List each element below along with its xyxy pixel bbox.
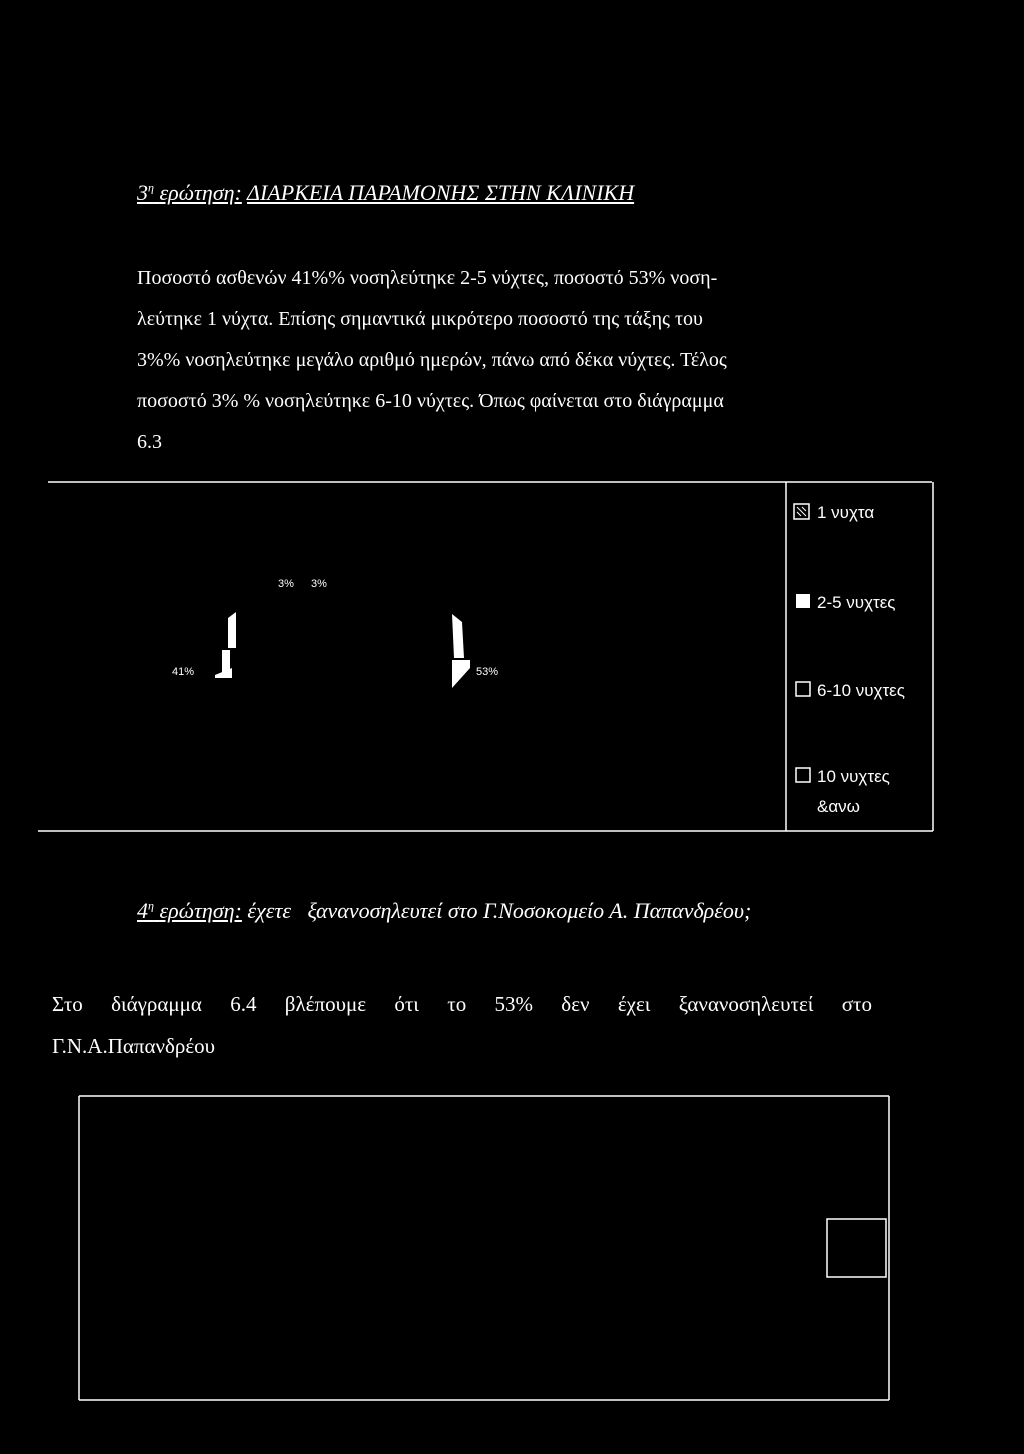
pie-slices [215, 547, 470, 783]
section3-title: ΔΙΑΡΚΕΙΑ ΠΑΡΑΜΟΝΗΣ ΣΤΗΝ ΚΛΙΝΙΚΗ [247, 180, 635, 205]
legend-swatch-empty [796, 682, 810, 696]
pie-edge-fragment-right-low [452, 660, 470, 688]
section4-heading [137, 898, 751, 924]
legend-entry-3 [796, 681, 905, 700]
paragraph-line: 6.3 [137, 431, 162, 453]
legend-label: 1 νυχτα [817, 503, 875, 522]
legend-label: 6-10 νυχτες [817, 681, 905, 700]
pie-edge-fragment-right-top [452, 614, 464, 658]
chart-6-4-frame [0, 1080, 1024, 1420]
legend [794, 503, 905, 816]
section4-paragraph [52, 983, 872, 1067]
data-label-53pct: 53% [476, 666, 499, 678]
chart2-legend-box [827, 1219, 886, 1277]
data-label-3pct-a: 3% [278, 578, 294, 590]
legend-label: 2-5 νυχτες [817, 593, 896, 612]
paragraph-line: 3%% νοσηλεύτηκε μεγάλο αριθμό ημερών, πάνω από δέκα νύχτες. Τέλος [137, 349, 727, 371]
legend-entry-2 [796, 593, 896, 612]
legend-swatch-hatch [797, 507, 806, 516]
section3-prefix: ερώτηση: [159, 180, 242, 205]
data-label-3pct-b: 3% [311, 578, 327, 590]
legend-swatch-solid [796, 594, 810, 608]
legend-swatch-empty [796, 768, 810, 782]
paragraph-line: λεύτηκε 1 νύχτα. Επίσης σημαντικά μικρότερο ποσοστό της τάξης του [137, 308, 703, 330]
pie-chart-6-3 [0, 470, 1024, 840]
section4-prefix: ερώτηση: [159, 898, 242, 923]
paragraph-line: Στο διάγραμμα 6.4 βλέπουμε ότι το 53% δεν έχει ξανανοσηλευτεί στο [52, 992, 872, 1016]
paragraph-line: ποσοστό 3% % νοσηλεύτηκε 6-10 νύχτες. Όπως φαίνεται στο διάγραμμα [137, 390, 724, 412]
paragraph-line: Ποσοστό ασθενών 41%% νοσηλεύτηκε 2-5 νύχτες, ποσοστό 53% νοση- [137, 267, 718, 289]
section4-title: έχετε ξανανοσηλευτεί στο Γ.Νοσοκομείο Α. Παπανδρέου; [247, 898, 752, 923]
legend-entry-4 [796, 767, 890, 816]
legend-label: 10 νυχτες [817, 767, 890, 786]
section4-number: 4 [137, 898, 148, 923]
data-label-41pct: 41% [172, 666, 195, 678]
paragraph-line: Γ.Ν.Α.Παπανδρέου [52, 1034, 216, 1058]
section3-paragraph [137, 258, 897, 463]
section3-number: 3 [137, 180, 148, 205]
pie-edge-fragment-left-top [228, 612, 236, 648]
section4-number-sup: η [148, 898, 154, 913]
section3-number-sup: η [148, 180, 154, 195]
section3-heading [137, 180, 634, 206]
legend-label-cont: &ανω [817, 797, 860, 816]
legend-entry-1 [794, 503, 874, 522]
